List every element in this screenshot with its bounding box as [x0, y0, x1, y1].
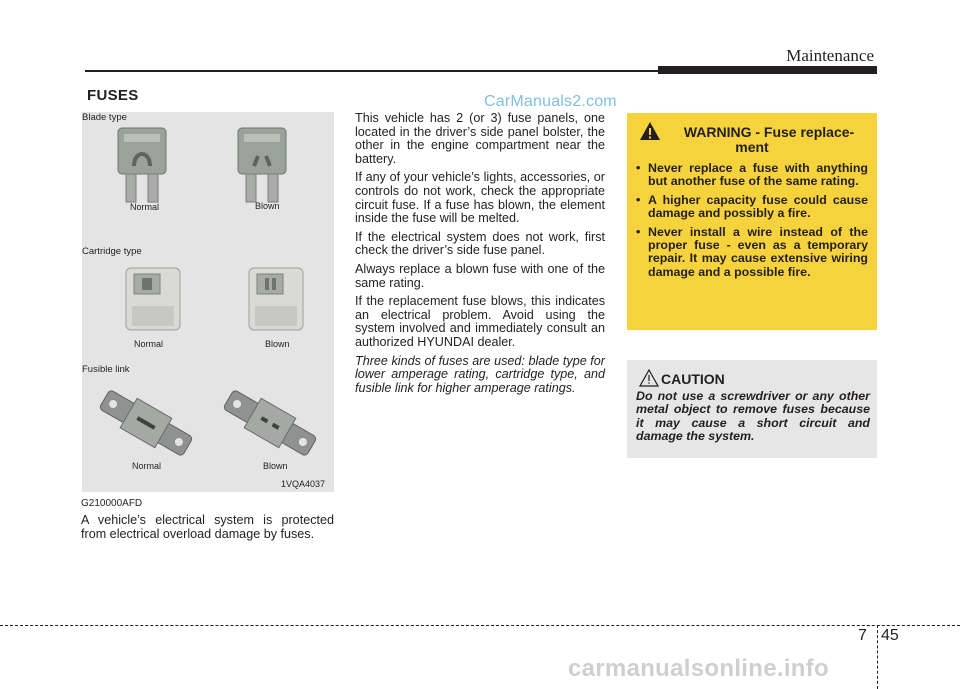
blade-blown-label: Blown	[255, 201, 280, 211]
warning-title-line1: WARNING - Fuse replace-	[683, 124, 855, 140]
warning-list	[636, 162, 868, 284]
warning-box	[627, 113, 877, 330]
fuse-figure	[82, 112, 334, 492]
cartridge-blown-label: Blown	[265, 339, 290, 349]
footer-rule	[0, 625, 960, 626]
cartridge-normal-label: Normal	[134, 339, 164, 349]
warning-title	[627, 125, 877, 155]
header-bar	[658, 66, 877, 74]
body-paragraph: If the electrical system does not work, first check the driver’s side fuse panel.	[355, 229, 605, 258]
blade-fuse-blown-image	[232, 126, 292, 206]
warning-item: • A higher capacity fuse could cause damage and possibly a fire.	[636, 194, 868, 221]
watermark-top[interactable]: CarManuals2.com	[484, 93, 617, 110]
header-rule	[85, 70, 658, 72]
warning-item: • Never install a wire instead of the proper fuse - even as a temporary repair. It may cause extensive wiring damage and a possible fire.	[636, 226, 868, 280]
page-title: FUSES	[87, 87, 139, 104]
cartridge-type-caption: Cartridge type	[82, 246, 142, 257]
section-title: Maintenance	[786, 46, 874, 65]
intro-paragraph: A vehicle’s electrical system is protected from electrical overload damage by fuses.	[81, 513, 334, 541]
warning-item: • Never replace a fuse with anything but another fuse of the same rating.	[636, 162, 868, 189]
fusible-link-normal-image	[96, 382, 196, 464]
caution-box	[627, 360, 877, 458]
cartridge-fuse-blown-image	[245, 262, 307, 334]
warning-title-line2: ment	[735, 139, 769, 155]
fusible-blown-label: Blown	[263, 461, 288, 471]
body-column	[355, 112, 605, 400]
caution-triangle-icon	[639, 369, 659, 387]
footer-divider	[877, 625, 878, 689]
figure-code: 1VQA4037	[281, 479, 326, 489]
fusible-normal-label: Normal	[132, 461, 162, 471]
body-paragraph: If the replacement fuse blows, this indicates an electrical problem. Avoid using the system involved and immediately consult an authorized HYUNDAI dealer.	[355, 294, 605, 349]
page-number: 45	[881, 627, 899, 644]
caution-title: CAUTION	[661, 371, 725, 387]
blade-normal-label: Normal	[130, 202, 160, 212]
caution-text: Do not use a screwdriver or any other metal object to remove fuses because it may cause a short circuit and damage the system.	[636, 389, 870, 444]
document-code: G210000AFD	[81, 498, 143, 509]
body-paragraph: If any of your vehicle’s lights, accessories, or controls do not work, check the appropriate circuit fuse. If a fuse has blown, the element inside the fuse will be melted.	[355, 170, 605, 226]
watermark-bottom[interactable]: carmanualsonline.info	[568, 655, 830, 682]
body-paragraph: Always replace a blown fuse with one of the same rating.	[355, 261, 605, 290]
blade-fuse-normal-image	[112, 126, 172, 206]
body-paragraph-italic: Three kinds of fuses are used: blade type for lower amperage rating, cartridge type, and fusible link for higher amperage ratings.	[355, 353, 605, 395]
fusible-link-caption: Fusible link	[82, 364, 130, 375]
fusible-link-blown-image	[220, 382, 320, 464]
cartridge-fuse-normal-image	[122, 262, 184, 334]
blade-type-caption: Blade type	[82, 112, 127, 123]
chapter-number: 7	[858, 627, 867, 644]
body-paragraph: This vehicle has 2 (or 3) fuse panels, one located in the driver’s side panel bolster, the other in the engine compartment near the battery.	[355, 111, 605, 166]
